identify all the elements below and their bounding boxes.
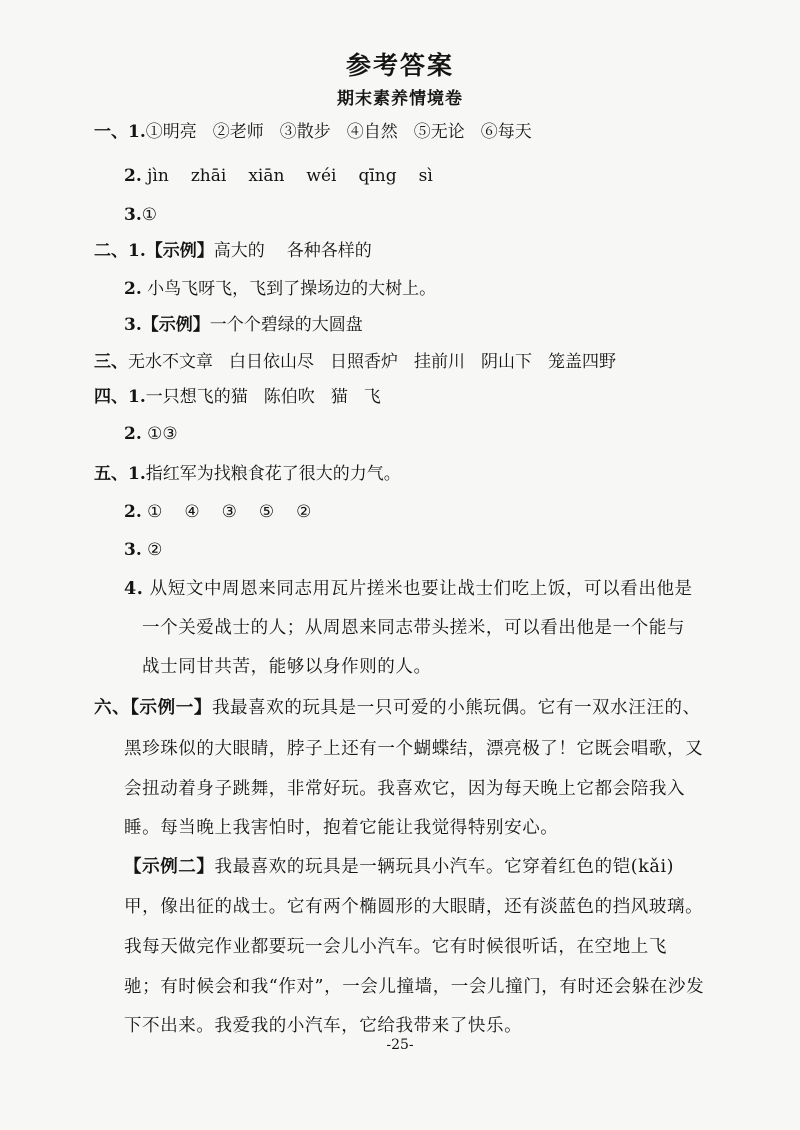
s2-q3-line [124, 313, 363, 337]
s5-q3-label: 3. [124, 540, 142, 560]
s1-q3-line [124, 203, 157, 227]
s4-q2-answer: ①③ [147, 424, 178, 444]
s4-q1-line [94, 385, 381, 409]
s5-q3-line [124, 538, 162, 562]
pinyin-item: qīng [358, 166, 397, 186]
s6-ex1-tag: 【示例一】 [130, 698, 212, 718]
s1-item: ②老师 [212, 122, 264, 142]
s5-q2-item: ④ [184, 502, 200, 522]
s1-item: ①明亮 [145, 122, 197, 142]
s6-ex2-text: 下不出来。我爱我的小汽车，它给我带来了快乐。 [124, 1016, 523, 1036]
s6-ex2-text: 甲，像出征的战士。它有两个椭圆形的大眼睛，还有淡蓝色的挡风玻璃。 [124, 897, 704, 917]
pinyin-item: xiān [248, 166, 285, 186]
s6-label: 六、 [94, 698, 131, 718]
s2-q3-label: 3. [124, 315, 142, 335]
s3-item: 日照香炉 [330, 352, 398, 372]
s6-ex2-text: 我最喜欢的玩具是一辆玩具小汽车。它穿着红色的铠(kǎi) [214, 857, 675, 877]
s5-q1-line [94, 462, 401, 486]
s1-item: ⑥每天 [480, 122, 532, 142]
s3-label: 三、 [94, 352, 128, 372]
s2-q2-answer: 小鸟飞呀飞，飞到了操场边的大树上。 [147, 279, 437, 299]
s6-ex1-text: 会扭动着身子跳舞，非常好玩。我喜欢它，因为每天晚上它都会陪我入 [124, 779, 686, 799]
s3-item: 白日依山尽 [229, 352, 314, 372]
s1-q2-line [124, 164, 433, 188]
s2-q1-answer: 各种各样的 [286, 241, 372, 261]
pinyin-item: zhāi [190, 166, 227, 186]
s5-q4-text: 战士同甘共苦，能够以身作则的人。 [142, 657, 432, 677]
pinyin-item: sì [418, 166, 433, 186]
s4-item: 猫 [330, 387, 348, 407]
s2-q2-line [124, 277, 436, 301]
s5-q4-text: 从短文中周恩来同志用瓦片搓米也要让战士们吃上饭，可以看出他是 [149, 579, 693, 599]
s1-item: ③散步 [279, 122, 331, 142]
s4-q2-label: 2. [124, 424, 142, 444]
s6-ex1-text: 我最喜欢的玩具是一只可爱的小熊玩偶。它有一双水汪汪的、 [211, 698, 701, 718]
s6-ex2-text: 我每天做完作业都要玩一会儿小汽车。它有时候很听话，在空地上飞 [124, 937, 667, 957]
s1-q2-label: 2. [124, 166, 142, 186]
s2-q3-tag: 【示例】 [141, 315, 210, 335]
s3-line [94, 350, 616, 374]
s1-q3-answer: ① [141, 205, 157, 225]
s4-item: 陈伯吹 [263, 387, 315, 407]
s2-q1-answer: 高大的 [213, 241, 265, 261]
s5-label: 五、1. [94, 464, 146, 484]
s1-label: 一、1. [94, 122, 146, 142]
s6-ex2-text: 驰；有时候会和我“作对”，一会儿撞墙，一会儿撞门，有时还会躲在沙发 [124, 977, 705, 997]
s5-q2-label: 2. [124, 502, 142, 522]
s6-ex2-line [124, 855, 674, 879]
page-number: -25- [386, 1037, 414, 1053]
s5-q2-item: ② [296, 502, 312, 522]
s5-q3-answer: ② [147, 540, 163, 560]
s6-ex1-line [94, 696, 701, 720]
s5-q2-item: ⑤ [258, 502, 275, 522]
s5-q4-line [124, 577, 693, 601]
pinyin-item: jìn [147, 166, 169, 186]
s5-q1-answer: 指红军为找粮食花了很大的力气。 [145, 464, 401, 484]
pinyin-item: wéi [306, 166, 337, 186]
s3-item: 无水不文章 [128, 352, 213, 372]
s2-q1-line [94, 239, 372, 263]
s2-q3-answer: 一个个碧绿的大圆盘 [209, 315, 363, 335]
s1-q1-line [94, 120, 532, 144]
s5-q2-item: ③ [221, 502, 237, 522]
s4-item: 飞 [363, 387, 381, 407]
s3-item: 阴山下 [481, 352, 532, 372]
page-subtitle: 期末素养情境卷 [337, 89, 463, 109]
s2-q1-tag: 【示例】 [145, 241, 214, 261]
s6-ex2-tag: 【示例二】 [124, 857, 215, 877]
page-title: 参考答案 [345, 51, 454, 80]
s6-ex1-text: 黑珍珠似的大眼睛，脖子上还有一个蝴蝶结，漂亮极了！它既会唱歌，又 [124, 739, 704, 759]
s1-item: ⑤无论 [413, 122, 465, 142]
s4-label: 四、1. [94, 387, 146, 407]
s3-item: 笼盖四野 [548, 352, 616, 372]
s4-q2-line [124, 422, 178, 446]
s1-item: ④自然 [346, 122, 398, 142]
s5-q2-item: ① [147, 502, 163, 522]
s1-q3-label: 3. [124, 205, 142, 225]
s2-q2-label: 2. [124, 279, 142, 299]
s3-item: 挂前川 [414, 352, 465, 372]
s6-ex1-text: 睡。每当晚上我害怕时，抱着它能让我觉得特别安心。 [124, 818, 559, 838]
s2-label: 二、1. [94, 241, 146, 261]
s5-q4-label: 4. [124, 579, 144, 599]
s4-item: 一只想飞的猫 [145, 387, 248, 407]
s5-q2-line [124, 500, 311, 524]
s5-q4-text: 一个关爱战士的人；从周恩来同志带头搓米，可以看出他是一个能与 [142, 618, 685, 638]
